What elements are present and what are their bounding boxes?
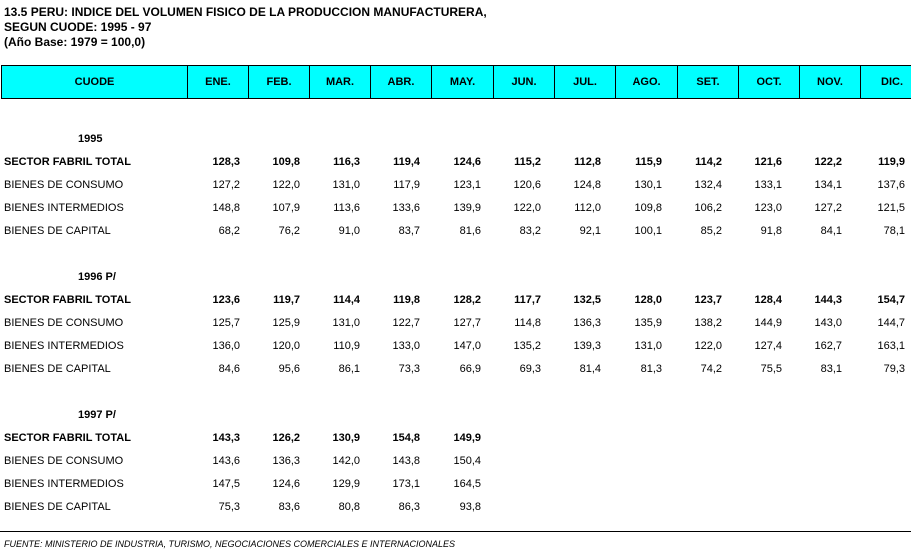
- value-cell: 121,5: [877, 202, 905, 214]
- value-cell: 114,4: [333, 294, 360, 306]
- value-cell: 83,1: [820, 363, 842, 375]
- value-cell: 127,7: [453, 317, 481, 329]
- value-cell: 129,9: [332, 478, 360, 490]
- value-cell: 135,9: [634, 317, 662, 329]
- table-row: [0, 202, 911, 218]
- value-cell: 133,1: [754, 179, 782, 191]
- value-cell: 120,0: [272, 340, 300, 352]
- value-cell: 117,9: [393, 179, 420, 191]
- value-cell: 120,6: [513, 179, 541, 191]
- row-label: BIENES DE CONSUMO: [4, 317, 124, 329]
- value-cell: 143,8: [392, 455, 420, 467]
- value-cell: 132,5: [573, 294, 601, 306]
- table-row: [0, 294, 911, 310]
- value-cell: 112,8: [574, 156, 601, 168]
- value-cell: 100,1: [634, 225, 662, 237]
- row-label: BIENES INTERMEDIOS: [4, 478, 124, 490]
- value-cell: 122,2: [814, 156, 842, 168]
- row-label: BIENES DE CAPITAL: [4, 363, 111, 375]
- row-label: SECTOR FABRIL TOTAL: [4, 432, 131, 444]
- value-cell: 144,9: [754, 317, 782, 329]
- source-note: FUENTE: MINISTERIO DE INDUSTRIA, TURISMO, NEGOCIACIONES COMERCIALES E INTERNACIONALES: [4, 539, 456, 549]
- value-cell: 134,1: [814, 179, 842, 191]
- value-cell: 154,7: [877, 294, 905, 306]
- value-cell: 68,2: [218, 225, 240, 237]
- value-cell: 74,2: [700, 363, 722, 375]
- table-row: [0, 455, 911, 471]
- value-cell: 115,2: [514, 156, 541, 168]
- value-cell: 122,0: [513, 202, 541, 214]
- value-cell: 81,4: [579, 363, 601, 375]
- value-cell: 162,7: [814, 340, 842, 352]
- table-row: [0, 501, 911, 517]
- value-cell: 128,2: [453, 294, 481, 306]
- value-cell: 148,8: [212, 202, 240, 214]
- row-label: BIENES DE CAPITAL: [4, 501, 111, 513]
- value-cell: 127,2: [814, 202, 842, 214]
- row-label: BIENES INTERMEDIOS: [4, 202, 124, 214]
- value-cell: 163,1: [877, 340, 905, 352]
- value-cell: 117,7: [514, 294, 541, 306]
- row-label: BIENES DE CONSUMO: [4, 179, 124, 191]
- value-cell: 131,0: [332, 179, 360, 191]
- header-month: SET.: [678, 66, 739, 99]
- header-month: ENE.: [188, 66, 249, 99]
- value-cell: 143,0: [814, 317, 842, 329]
- value-cell: 123,0: [754, 202, 782, 214]
- value-cell: 93,8: [459, 501, 481, 513]
- header-month: ABR.: [371, 66, 432, 99]
- value-cell: 123,6: [212, 294, 240, 306]
- table-row: [0, 478, 911, 494]
- value-cell: 125,9: [272, 317, 300, 329]
- value-cell: 147,5: [212, 478, 240, 490]
- value-cell: 112,0: [574, 202, 601, 214]
- value-cell: 83,6: [278, 501, 300, 513]
- table-row: [0, 225, 911, 241]
- value-cell: 92,1: [579, 225, 601, 237]
- value-cell: 121,6: [754, 156, 782, 168]
- value-cell: 137,6: [877, 179, 905, 191]
- base-year-note: (Año Base: 1979 = 100,0): [4, 35, 146, 49]
- value-cell: 173,1: [392, 478, 420, 490]
- table-title: 13.5 PERU: INDICE DEL VOLUMEN FISICO DE LA PRODUCCION MANUFACTURERA,: [4, 5, 487, 19]
- table-row: [0, 179, 911, 195]
- value-cell: 127,2: [212, 179, 240, 191]
- value-cell: 110,9: [333, 340, 360, 352]
- header-month: MAY.: [432, 66, 494, 99]
- value-cell: 78,1: [883, 225, 905, 237]
- value-cell: 136,3: [272, 455, 300, 467]
- value-cell: 69,3: [519, 363, 541, 375]
- value-cell: 106,2: [694, 202, 722, 214]
- table-row: [0, 317, 911, 333]
- value-cell: 83,2: [519, 225, 541, 237]
- value-cell: 124,6: [272, 478, 300, 490]
- value-cell: 83,7: [398, 225, 420, 237]
- value-cell: 142,0: [332, 455, 360, 467]
- value-cell: 91,8: [760, 225, 782, 237]
- value-cell: 136,0: [212, 340, 240, 352]
- value-cell: 131,0: [332, 317, 360, 329]
- value-cell: 73,3: [398, 363, 420, 375]
- value-cell: 150,4: [453, 455, 481, 467]
- value-cell: 138,2: [694, 317, 722, 329]
- value-cell: 123,1: [453, 179, 481, 191]
- row-label: BIENES DE CAPITAL: [4, 225, 111, 237]
- footer-divider: [0, 531, 911, 532]
- value-cell: 154,8: [392, 432, 420, 444]
- value-cell: 80,8: [338, 501, 360, 513]
- value-cell: 139,3: [573, 340, 601, 352]
- value-cell: 85,2: [700, 225, 722, 237]
- year-heading: 1997 P/: [78, 409, 116, 421]
- value-cell: 81,3: [640, 363, 662, 375]
- value-cell: 123,7: [694, 294, 722, 306]
- table-row: [0, 156, 911, 172]
- row-label: SECTOR FABRIL TOTAL: [4, 156, 131, 168]
- header-cuode: CUODE: [2, 66, 188, 99]
- value-cell: 127,4: [754, 340, 782, 352]
- value-cell: 79,3: [883, 363, 905, 375]
- value-cell: 109,8: [272, 156, 300, 168]
- value-cell: 75,5: [760, 363, 782, 375]
- value-cell: 133,6: [392, 202, 420, 214]
- table-row: [0, 340, 911, 356]
- value-cell: 144,3: [814, 294, 842, 306]
- header-month: FEB.: [249, 66, 310, 99]
- value-cell: 126,2: [272, 432, 300, 444]
- value-cell: 66,9: [459, 363, 481, 375]
- value-cell: 76,2: [278, 225, 300, 237]
- header-month: NOV.: [800, 66, 861, 99]
- value-cell: 124,6: [453, 156, 481, 168]
- row-label: SECTOR FABRIL TOTAL: [4, 294, 131, 306]
- value-cell: 115,9: [635, 156, 662, 168]
- value-cell: 114,8: [514, 317, 541, 329]
- value-cell: 122,7: [392, 317, 420, 329]
- value-cell: 122,0: [694, 340, 722, 352]
- value-cell: 116,3: [333, 156, 360, 168]
- value-cell: 113,6: [333, 202, 360, 214]
- value-cell: 131,0: [634, 340, 662, 352]
- year-heading: 1995: [78, 133, 103, 145]
- column-header-row: [1, 65, 911, 99]
- value-cell: 95,6: [278, 363, 300, 375]
- value-cell: 86,3: [398, 501, 420, 513]
- value-cell: 147,0: [453, 340, 481, 352]
- header-month: JUN.: [494, 66, 555, 99]
- year-heading: 1996 P/: [78, 271, 116, 283]
- value-cell: 114,2: [695, 156, 722, 168]
- table-row: [0, 432, 911, 448]
- value-cell: 143,6: [212, 455, 240, 467]
- value-cell: 84,6: [218, 363, 240, 375]
- row-label: BIENES INTERMEDIOS: [4, 340, 124, 352]
- value-cell: 122,0: [272, 179, 300, 191]
- value-cell: 143,3: [212, 432, 240, 444]
- value-cell: 119,7: [273, 294, 300, 306]
- header-month: DIC.: [861, 66, 911, 99]
- value-cell: 119,9: [878, 156, 905, 168]
- header-month: OCT.: [739, 66, 800, 99]
- value-cell: 144,7: [877, 317, 905, 329]
- value-cell: 164,5: [453, 478, 481, 490]
- header-month: JUL.: [555, 66, 616, 99]
- table-subtitle: SEGUN CUODE: 1995 - 97: [4, 20, 152, 34]
- value-cell: 75,3: [218, 501, 240, 513]
- value-cell: 132,4: [694, 179, 722, 191]
- table-row: [0, 363, 911, 379]
- value-cell: 109,8: [634, 202, 662, 214]
- value-cell: 107,9: [272, 202, 300, 214]
- value-cell: 128,4: [754, 294, 782, 306]
- value-cell: 84,1: [820, 225, 842, 237]
- value-cell: 119,4: [393, 156, 420, 168]
- row-label: BIENES DE CONSUMO: [4, 455, 124, 467]
- header-month: MAR.: [310, 66, 371, 99]
- value-cell: 149,9: [453, 432, 481, 444]
- value-cell: 136,3: [573, 317, 601, 329]
- value-cell: 128,3: [212, 156, 240, 168]
- value-cell: 139,9: [453, 202, 481, 214]
- value-cell: 81,6: [459, 225, 481, 237]
- value-cell: 91,0: [338, 225, 360, 237]
- value-cell: 133,0: [392, 340, 420, 352]
- value-cell: 86,1: [338, 363, 360, 375]
- header-month: AGO.: [616, 66, 678, 99]
- value-cell: 130,9: [332, 432, 360, 444]
- value-cell: 124,8: [573, 179, 601, 191]
- value-cell: 135,2: [513, 340, 541, 352]
- value-cell: 128,0: [634, 294, 662, 306]
- value-cell: 119,8: [393, 294, 420, 306]
- value-cell: 125,7: [212, 317, 240, 329]
- value-cell: 130,1: [634, 179, 662, 191]
